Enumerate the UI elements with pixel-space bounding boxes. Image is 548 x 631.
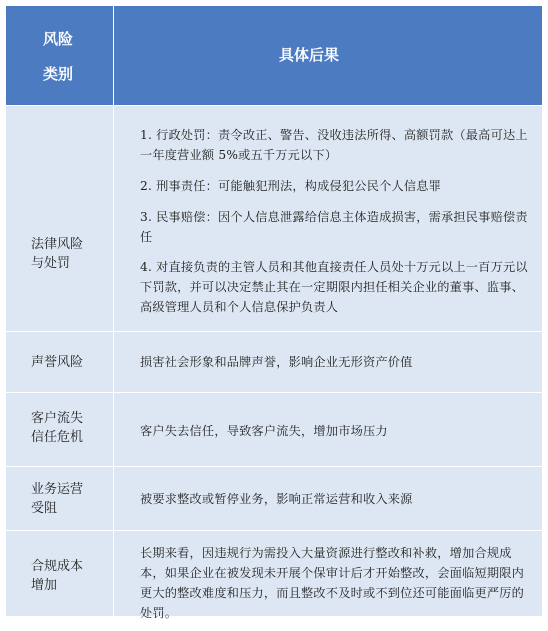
result-paragraph: 2. 刑事责任：可能触犯刑法，构成侵犯公民个人信息罪 — [140, 179, 442, 193]
result-cell — [114, 332, 542, 392]
table-header — [6, 6, 542, 105]
result-cell — [114, 467, 542, 530]
category-cell — [6, 531, 114, 616]
table-row — [6, 331, 542, 392]
table-row — [6, 530, 542, 620]
result-paragraph: 客户失去信任，导致客户流失，增加市场压力 — [140, 424, 388, 438]
category-cell — [6, 393, 114, 466]
table-row — [6, 466, 542, 530]
result-paragraph: 损害社会形象和品牌声誉，影响企业无形资产价值 — [140, 355, 413, 369]
result-paragraph: 被要求整改或暂停业务，影响正常运营和收入来源 — [140, 492, 413, 506]
header-category-cell — [6, 6, 114, 105]
header-category-line1: 风险 — [43, 30, 74, 48]
category-cell — [6, 467, 114, 530]
result-cell — [114, 393, 542, 466]
result-cell — [114, 531, 542, 620]
result-paragraph: 3. 民事赔偿：因个人信息泄露给信息主体造成损害，需承担民事赔偿责任 — [140, 210, 528, 244]
header-result-label: 具体后果 — [279, 46, 340, 64]
category-label: 声誉风险 — [31, 355, 84, 370]
result-cell — [114, 106, 542, 331]
result-paragraph: 长期来看，因违规行为需投入大量资源进行整改和补救，增加合规成本，如果企业在被发现未开展个保审计后才开始整改，会面临短期限内更大的整改难度和压力，而且整改不及时或不到位还可能面临更严厉的处罚。 — [140, 546, 525, 620]
category-cell — [6, 106, 114, 331]
table-row — [6, 105, 542, 331]
category-cell — [6, 332, 114, 392]
header-result-cell — [114, 6, 542, 105]
result-paragraph: 1. 行政处罚：责令改正、警告、没收违法所得、高额罚款（最高可达上一年度营业额 5%或五千万元以下） — [140, 128, 528, 162]
category-label: 合规成本 增加 — [31, 559, 84, 593]
table-row — [6, 392, 542, 466]
risk-table — [6, 6, 542, 620]
category-label: 客户流失 信任危机 — [31, 411, 84, 445]
result-paragraph: 4. 对直接负责的主管人员和其他直接责任人员处十万元以上一百万元以下罚款，并可以决定禁止其在一定期限内担任相关企业的董事、监事、高级管理人员和个人信息保护负责人 — [140, 260, 528, 314]
category-label: 业务运营 受阻 — [31, 482, 84, 516]
header-category-line2: 类别 — [43, 65, 74, 83]
category-label: 法律风险 与处罚 — [31, 237, 84, 271]
